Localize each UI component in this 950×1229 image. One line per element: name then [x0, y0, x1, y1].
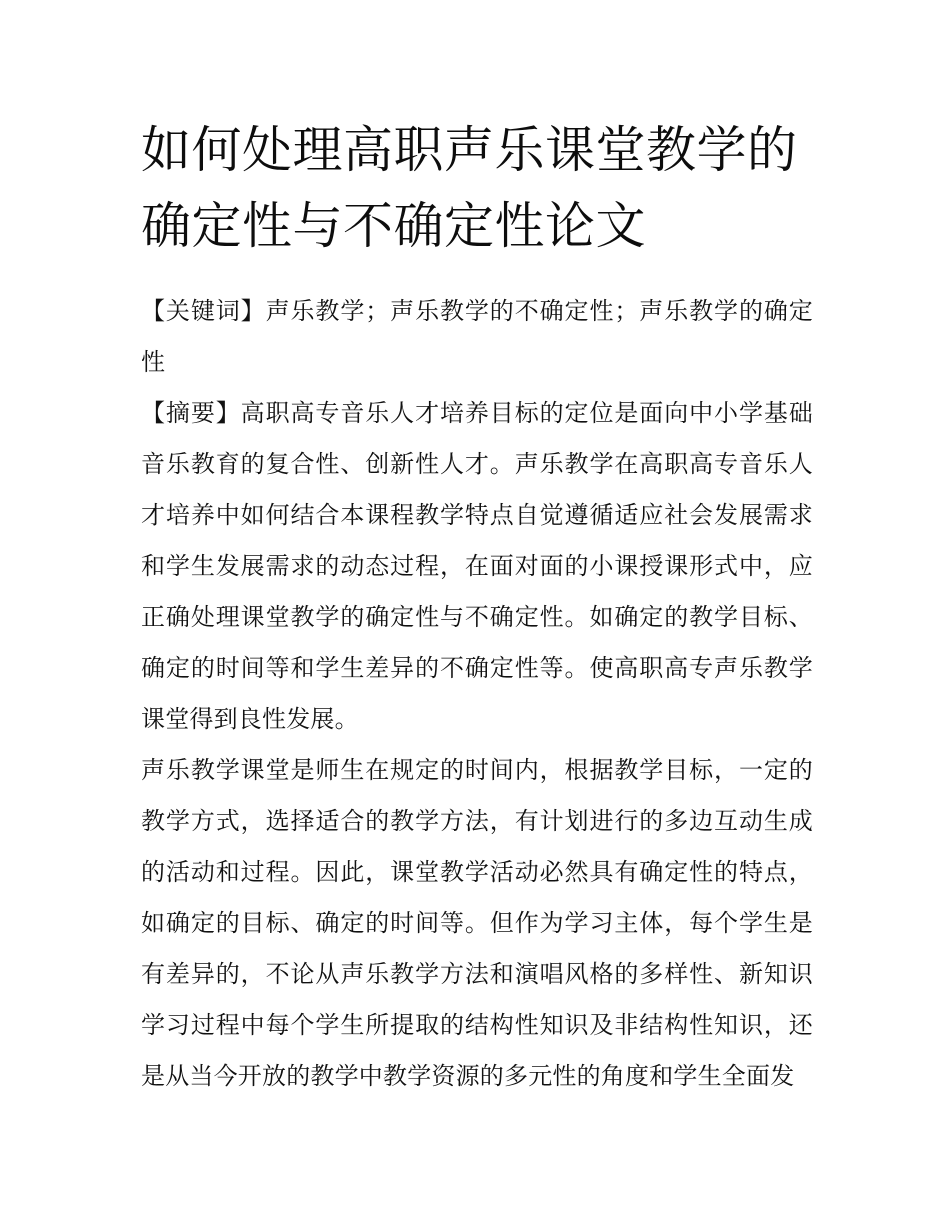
- document-content: [141, 286, 813, 1102]
- body-paragraph: 声乐教学课堂是师生在规定的时间内，根据教学目标，一定的教学方式，选择适合的教学方法，有计划进行的多边互动生成的活动和过程。因此，课堂教学活动必然具有确定性的特点，如确定的目标、确定的时间等。但作为学习主体，每个学生是有差异的，不论从声乐教学方法和演唱风格的多样性、新知识学习过程中每个学生所提取的结构性知识及非结构性知识，还是从当今开放的教学中教学资源的多元性的角度和学生全面发: [141, 756, 813, 1090]
- document-title: 如何处理高职声乐课堂教学的确定性与不确定性论文: [141, 121, 798, 255]
- keywords-paragraph: 【关键词】声乐教学；声乐教学的不确定性；声乐教学的确定性: [141, 297, 813, 376]
- abstract-paragraph: 【摘要】高职高专音乐人才培养目标的定位是面向中小学基础音乐教育的复合性、创新性人才。声乐教学在高职高专音乐人才培养中如何结合本课程教学特点自觉遵循适应社会发展需求和学生发展需求的动态过程，在面对面的小课授课形式中，应正确处理课堂教学的确定性与不确定性。如确定的教学目标、确定的时间等和学生差异的不确定性等。使高职高专声乐教学课堂得到良性发展。: [141, 399, 813, 733]
- document-page: [141, 112, 813, 1102]
